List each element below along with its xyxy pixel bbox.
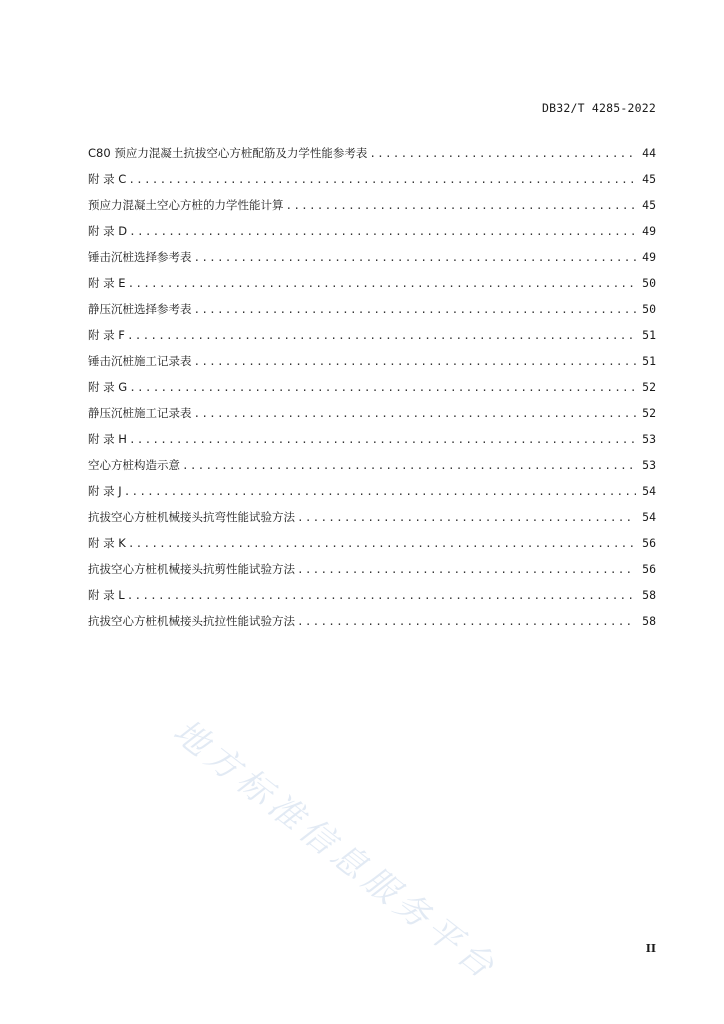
toc-entry-page: 54: [642, 484, 656, 498]
toc-entry-title: C80 预应力混凝土抗拔空心方桩配筋及力学性能参考表: [88, 146, 368, 160]
toc-entry-page: 56: [642, 562, 656, 576]
toc-entry-page: 44: [642, 146, 656, 160]
toc-entry-page: 49: [642, 250, 656, 264]
toc-entry-title: 静压沉桩选择参考表: [88, 302, 192, 316]
toc-entry-title: 附 录 J: [88, 484, 122, 498]
toc-entry-page: 45: [642, 198, 656, 212]
toc-entry[interactable]: [88, 140, 656, 166]
toc-entry-title: 锤击沉桩施工记录表: [88, 354, 192, 368]
dot-leader: [286, 193, 637, 219]
toc-entry[interactable]: [88, 426, 656, 452]
page-number: II: [645, 942, 656, 955]
dot-leader: [194, 349, 637, 375]
dot-leader: [127, 323, 636, 349]
toc-entry[interactable]: [88, 374, 656, 400]
toc-entry-page: 58: [642, 588, 656, 602]
dot-leader: [129, 427, 636, 453]
watermark: 地方标准信息服务平台: [165, 711, 506, 990]
toc-entry[interactable]: [88, 400, 656, 426]
toc-entry[interactable]: [88, 582, 656, 608]
dot-leader: [129, 219, 636, 245]
toc-entry-title: 附 录 L: [88, 588, 125, 602]
toc-entry[interactable]: [88, 504, 656, 530]
toc-entry[interactable]: [88, 608, 656, 634]
toc-entry-title: 附 录 K: [88, 536, 126, 550]
toc-entry-title: 预应力混凝土空心方桩的力学性能计算: [88, 198, 284, 212]
dot-leader: [127, 583, 636, 609]
toc-entry-title: 锤击沉桩选择参考表: [88, 250, 192, 264]
toc-entry-page: 50: [642, 302, 656, 316]
toc-entry-page: 51: [642, 354, 656, 368]
toc-entry-title: 空心方桩构造示意: [88, 458, 180, 472]
toc-entry-page: 58: [642, 614, 656, 628]
toc-entry-page: 56: [642, 536, 656, 550]
toc-entry-title: 抗拔空心方桩机械接头抗弯性能试验方法: [88, 510, 295, 524]
dot-leader: [124, 479, 636, 505]
toc-entry[interactable]: [88, 192, 656, 218]
toc-entry[interactable]: [88, 348, 656, 374]
toc-entry-title: 附 录 F: [88, 328, 125, 342]
toc-entry-page: 51: [642, 328, 656, 342]
dot-leader: [194, 297, 637, 323]
toc-entry[interactable]: [88, 296, 656, 322]
toc-entry-page: 53: [642, 458, 656, 472]
dot-leader: [297, 609, 636, 635]
dot-leader: [369, 141, 636, 167]
toc-entry[interactable]: [88, 166, 656, 192]
toc-entry-title: 静压沉桩施工记录表: [88, 406, 192, 420]
toc-entry[interactable]: [88, 270, 656, 296]
dot-leader: [129, 375, 636, 401]
toc-entry-page: 50: [642, 276, 656, 290]
toc-entry-title: 附 录 H: [88, 432, 127, 446]
toc-entry-page: 52: [642, 380, 656, 394]
toc-entry-page: 52: [642, 406, 656, 420]
dot-leader: [128, 531, 636, 557]
toc-entry-title: 附 录 D: [88, 224, 128, 238]
dot-leader: [297, 557, 636, 583]
table-of-contents: [88, 140, 656, 634]
standard-code: DB32/T 4285-2022: [542, 101, 656, 115]
toc-entry[interactable]: [88, 244, 656, 270]
toc-entry-page: 53: [642, 432, 656, 446]
toc-entry[interactable]: [88, 218, 656, 244]
toc-entry[interactable]: [88, 530, 656, 556]
toc-entry[interactable]: [88, 322, 656, 348]
toc-entry-title: 附 录 G: [88, 380, 128, 394]
dot-leader: [128, 271, 637, 297]
toc-entry-title: 抗拔空心方桩机械接头抗剪性能试验方法: [88, 562, 295, 576]
dot-leader: [297, 505, 636, 531]
toc-entry-title: 附 录 C: [88, 172, 127, 186]
dot-leader: [194, 401, 637, 427]
toc-entry-page: 49: [642, 224, 656, 238]
toc-entry-title: 抗拔空心方桩机械接头抗拉性能试验方法: [88, 614, 295, 628]
toc-entry[interactable]: [88, 556, 656, 582]
toc-entry[interactable]: [88, 452, 656, 478]
dot-leader: [182, 453, 636, 479]
toc-entry-page: 54: [642, 510, 656, 524]
dot-leader: [128, 167, 636, 193]
toc-entry-page: 45: [642, 172, 656, 186]
toc-entry[interactable]: [88, 478, 656, 504]
dot-leader: [194, 245, 637, 271]
toc-entry-title: 附 录 E: [88, 276, 126, 290]
